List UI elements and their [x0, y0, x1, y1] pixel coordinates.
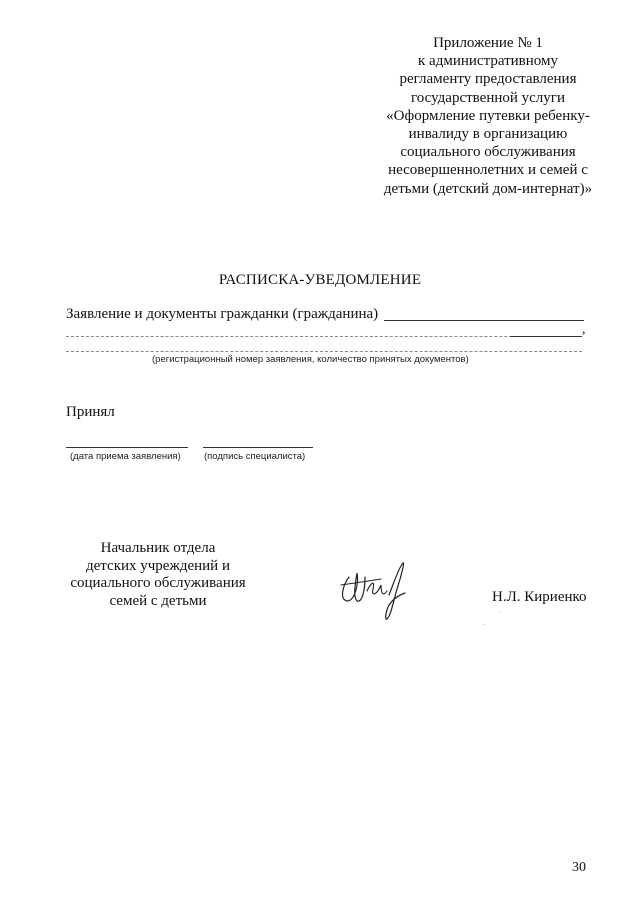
page-number: 30 — [572, 860, 586, 875]
appendix-header — [368, 34, 608, 198]
scan-speck — [500, 612, 501, 613]
signer-name: Н.Л. Кириенко — [492, 589, 587, 605]
date-line — [66, 447, 188, 448]
appendix-line: детьми (детский дом-интернат)» — [383, 180, 593, 197]
comma-mark: , — [582, 322, 586, 337]
applicant-name-line — [384, 320, 584, 321]
applicant-statement: Заявление и документы гражданки (гражданина) — [66, 306, 379, 322]
registration-caption: (регистрационный номер заявления, количество принятых документов) — [152, 354, 469, 365]
position-line: семей с детьми — [109, 592, 207, 609]
appendix-line: инвалиду в организацию — [408, 126, 568, 143]
position-line: социального обслуживания — [70, 575, 246, 591]
appendix-line: к административному — [418, 53, 558, 70]
appendix-line: несовершеннолетних и семей с — [388, 162, 588, 179]
appendix-line: «Оформление путевки ребенку- — [386, 107, 590, 124]
position-line: Начальник отдела — [100, 540, 216, 556]
date-caption: (дата приема заявления) — [70, 451, 181, 462]
scan-speck — [484, 624, 485, 625]
position-line: детских учреждений и — [86, 557, 230, 574]
document-title: РАСПИСКА-УВЕДОМЛЕНИЕ — [218, 272, 422, 288]
appendix-line: регламенту предоставления — [399, 71, 577, 88]
handwritten-signature — [335, 555, 415, 625]
fill-line-1-solid — [510, 336, 582, 337]
official-position — [60, 540, 256, 610]
fill-line-2 — [66, 351, 582, 352]
appendix-line: государственной услуги — [411, 89, 565, 106]
appendix-line: социального обслуживания — [400, 144, 576, 161]
signature-caption: (подпись специалиста) — [204, 451, 306, 462]
accepted-label: Принял — [66, 404, 115, 420]
signature-line — [203, 447, 313, 448]
appendix-line: Приложение № 1 — [433, 35, 543, 51]
fill-line-1 — [66, 336, 582, 337]
